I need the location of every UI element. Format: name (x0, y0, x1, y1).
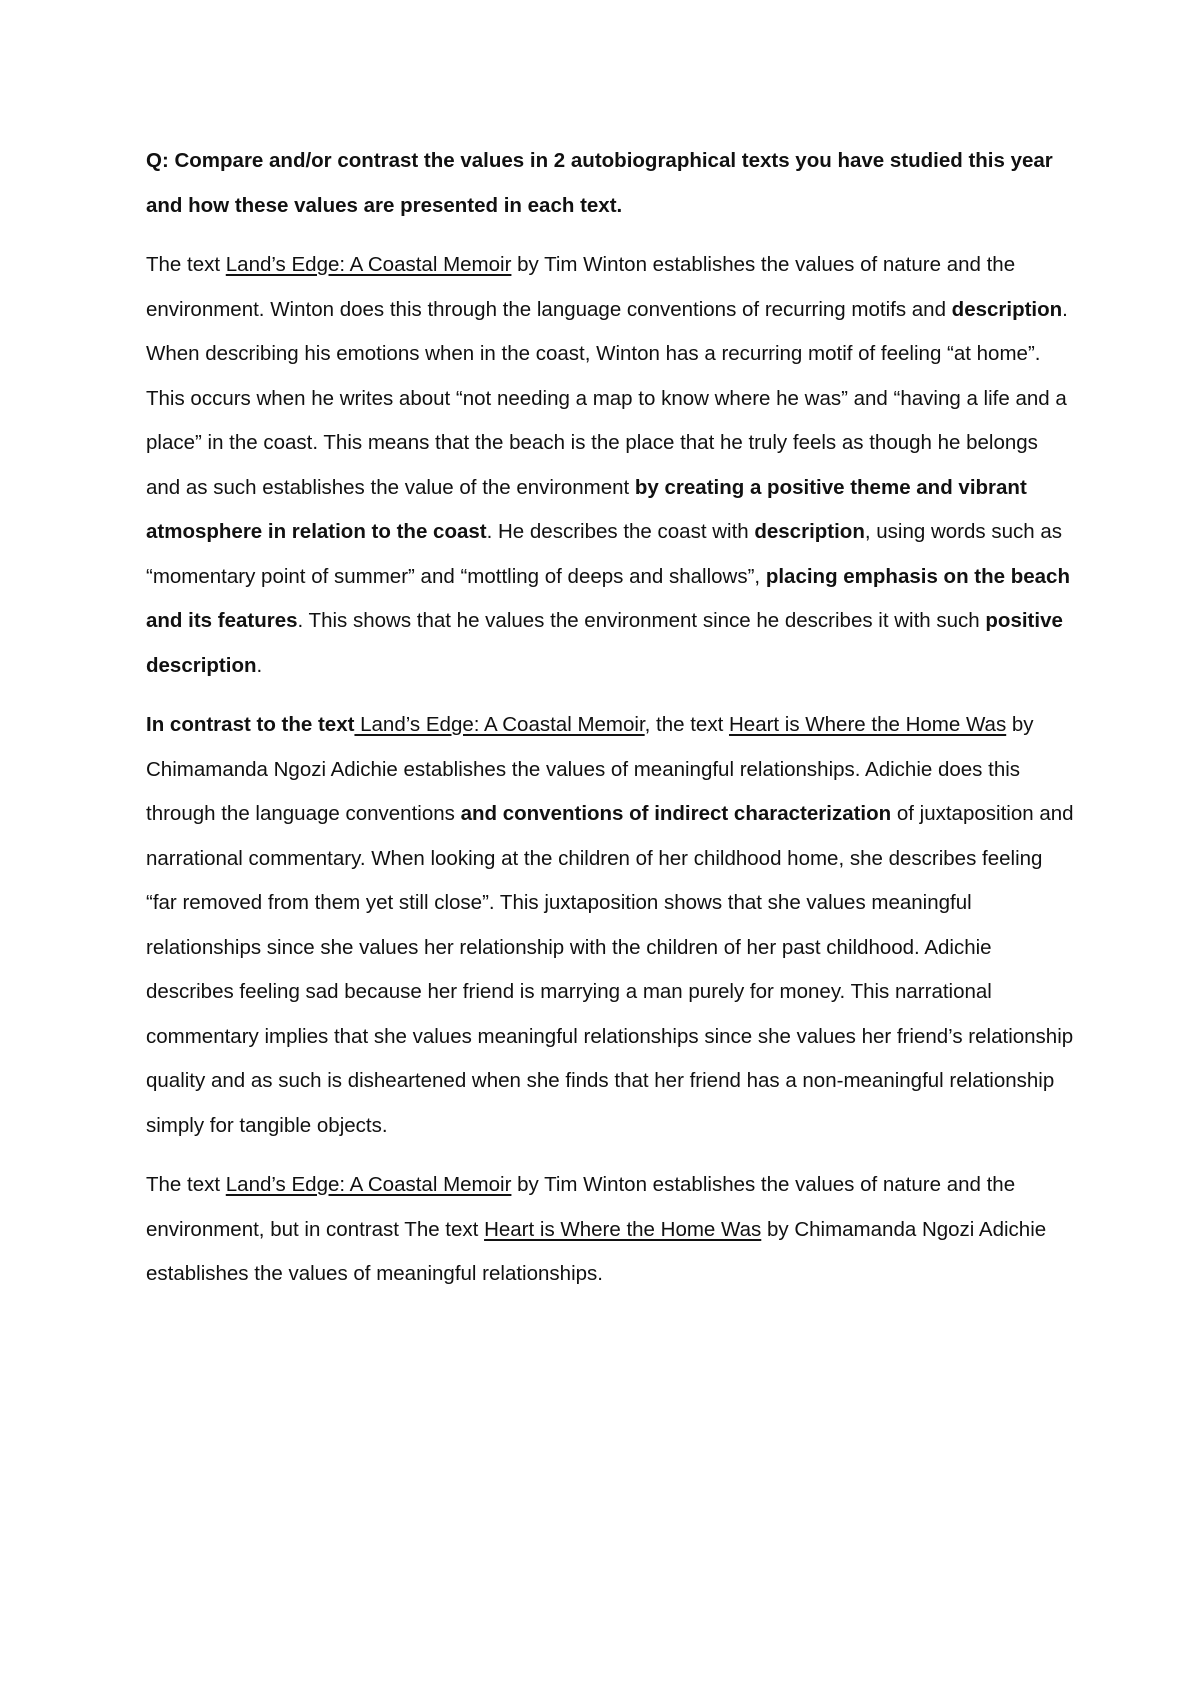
question-heading: Q: Compare and/or contrast the values in 2 autobiographical texts you have studied this year and how these values are presented in each text. (146, 149, 1053, 217)
bold-text-run: In contrast to the text (146, 713, 355, 736)
underlined-title: Heart is Where the Home Was (728, 713, 1007, 736)
bold-text-run: description (754, 520, 865, 543)
text-run: . He describes the coast with (486, 520, 755, 543)
text-run: , the text (644, 713, 729, 736)
document-body (146, 139, 1076, 1312)
underlined-title: Heart is Where the Home Was (484, 1217, 762, 1241)
paragraph-lands-edge (146, 243, 1076, 688)
text-run: . This shows that he values the environment since he describes it with such (297, 609, 986, 632)
text-run: The text (146, 253, 226, 276)
paragraph-conclusion (146, 1163, 1076, 1297)
text-run: . (256, 653, 263, 677)
text-run: , using words such as “momentary point of summer” and “mottling of deeps and shallows”, (146, 520, 1062, 588)
text-run: of juxtaposition and narrational commentary. When looking at the children of her childhood home, she describes feeling “far removed from them yet still close”. This juxtaposition shows that she values meaningful relationships since she values her relationship with the children of her past childhood. Adichie describes feeling sad because her friend is marrying a man purely for money. This narrational commentary implies that she values meaningful relationships since she values her friend’s relationship quality and as such is disheartened when she finds that her friend has a non-meaningful relationship simply for tangible objects. (146, 802, 1074, 1137)
bold-text-run: by creating a positive theme and vibrant atmosphere in relation to the coast (146, 475, 1027, 543)
underlined-title: Land’s Edge: A Coastal Memoir (225, 1173, 512, 1196)
underlined-title: Land’s Edge: A Coastal Memoir (225, 253, 512, 276)
text-run: The text (146, 1173, 226, 1196)
underlined-title: Land’s Edge: A Coastal Memoir (354, 713, 645, 736)
text-run: by Tim Winton establishes the values of nature and the environment, but in contrast The text (146, 1173, 1016, 1241)
text-run: by Chimamanda Ngozi Adichie establishes the values of meaningful relationships. Adichie does this through the language conventions (146, 713, 1034, 825)
bold-text-run: and conventions of indirect characterization (460, 802, 892, 825)
bold-text-run: placing emphasis on the beach and its features (146, 564, 1070, 632)
paragraph-heart-home (146, 703, 1076, 1148)
bold-text-run: description (951, 297, 1063, 321)
text-run: by Chimamanda Ngozi Adichie establishes the values of meaningful relationships. (146, 1217, 1047, 1285)
bold-text-run: positive description (146, 609, 1063, 677)
paragraphs-container (146, 243, 1076, 1297)
text-run: . When describing his emotions when in the coast, Winton has a recurring motif of feeling “at home”. This occurs when he writes about “not needing a map to know where he was” and “having a life and a place” in the coast. This means that the beach is the place that he truly feels as though he belongs and as such establishes the value of the environment (146, 297, 1068, 499)
text-run: by Tim Winton establishes the values of nature and the environment. Winton does this through the language conventions of recurring motifs and (146, 253, 1016, 321)
